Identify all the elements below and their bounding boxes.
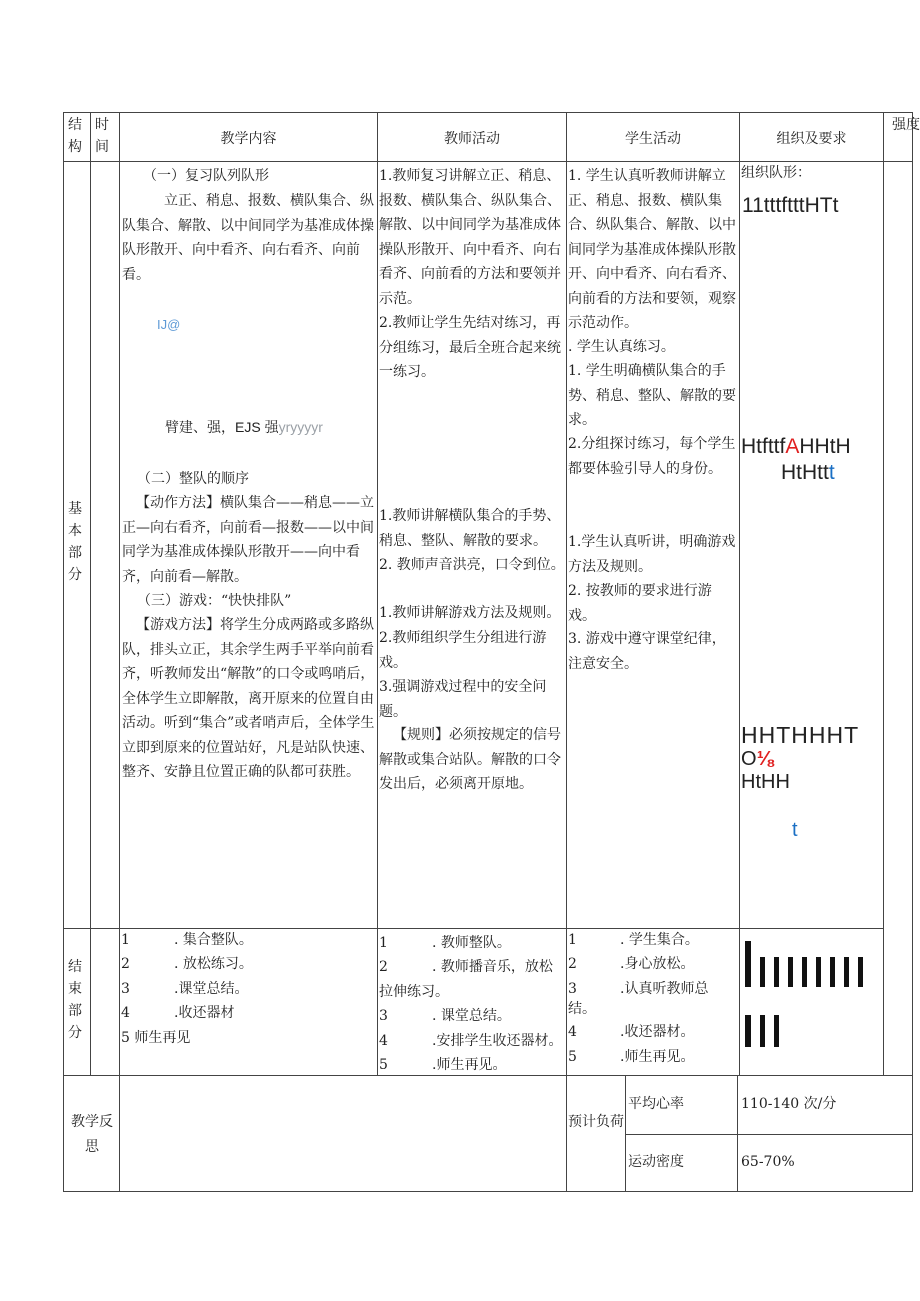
list-item: 5 [568, 1049, 577, 1065]
list-item: .安排学生收还器材。 [432, 1033, 563, 1049]
teacher-item-5: 1.教师讲解游戏方法及规则。 [379, 605, 561, 621]
heart-rate-value: 110-140 次/分 [741, 1096, 837, 1112]
student-item-1: 1. 学生认真听教师讲解立正、稍息、报数、横队集合、纵队集合、解散、以中间同学为基准成体操队形散开、向中看齐、向右看齐、向前看的方法和要领，观察示范动作。 [568, 168, 736, 331]
student-item-6: 2. 按教师的要求进行游戏。 [568, 583, 712, 624]
list-item: 1 [379, 935, 388, 951]
list-item: 3 [379, 1008, 388, 1024]
content-noise-2: 臂建、强，EJS 强yryyyyr [165, 419, 323, 436]
ending-section-label: 结束部分 [68, 959, 82, 1041]
list-item: .师生再见。 [620, 1049, 695, 1065]
teacher-item-7: 3.强调游戏过程中的安全问题。 [379, 679, 547, 720]
list-item: 1 [121, 932, 130, 948]
list-item: . 集合整队。 [174, 932, 253, 948]
student-item-7: 3. 游戏中遵守课堂纪律，注意安全。 [568, 631, 726, 672]
content-s3-text: 【游戏方法】将学生分成两路或多路纵队，排头立正，其余学生两手平举向前看齐，听教师发出“解散”的口令或鸣哨后，全体学生立即解散，离开原来的位置自由活动。听到“集合”或者哨声后，全体学生立即到原来的位置站好，凡是站队快速、整齐、安静且位置正确的队都可获胜。 [122, 617, 375, 780]
teacher-item-3: 1.教师讲解横队集合的手势、稍息、整队、解散的要求。 [379, 508, 561, 549]
list-item: .课堂总结。 [174, 981, 249, 997]
student-item-3: 1. 学生明确横队集合的手势、稍息、整队、解散的要求。 [568, 363, 736, 428]
list-item: 5 师生再见 [121, 1030, 191, 1046]
list-item: .收还器材。 [620, 1024, 695, 1040]
list-item: . 放松练习。 [174, 956, 253, 972]
basic-section-label: 基本部分 [68, 501, 82, 583]
formation-diagram-1: 11tttftttHTt [742, 194, 839, 217]
header-org: 组织及要求 [776, 131, 847, 147]
header-student: 学生活动 [625, 131, 681, 147]
list-item: 结。 [568, 1001, 596, 1017]
density-label: 运动密度 [628, 1154, 684, 1170]
list-item: 2 [568, 956, 577, 972]
teacher-item-1: 1.教师复习讲解立正、稍息、报数、横队集合、纵队集合、解散、以中间同学为基准成体操队形散开、向中看齐、向右看齐、向前看的方法和要领并示范。 [379, 168, 561, 307]
content-s2-text: 【动作方法】横队集合——稍息——立正—向右看齐，向前看—报数——以中间同学为基准成体操队形散开——向中看齐，向前看—解散。 [122, 495, 374, 585]
list-item: 2 [379, 959, 388, 975]
teacher-item-4: 2. 教师声音洪亮，口令到位。 [379, 557, 565, 573]
list-item: .师生再见。 [432, 1057, 507, 1073]
list-item: 3 [121, 981, 130, 997]
formation-diagram-2: HtfttfAHHtH [741, 435, 851, 458]
formation-diagram-7: t [792, 819, 798, 841]
list-item: 4 [121, 1005, 130, 1021]
list-item: 2 [121, 956, 130, 972]
formation-diagram-5: O⅛ [741, 748, 774, 770]
list-item: .身心放松。 [620, 956, 695, 972]
list-item: . 教师整队。 [432, 935, 511, 951]
list-item: 5 [379, 1057, 388, 1073]
list-item: .认真听教师总 [620, 981, 709, 997]
list-item: . 学生集合。 [620, 932, 699, 948]
content-s3-title: （三）游戏：“快快排队” [137, 593, 292, 609]
teacher-item-6: 2.教师组织学生分组进行游戏。 [379, 630, 547, 671]
list-item: . 教师播音乐，放松 [432, 959, 553, 975]
load-label: 预计负荷 [568, 1114, 624, 1130]
list-item: . 课堂总结。 [432, 1008, 511, 1024]
density-value: 65-70% [741, 1154, 795, 1170]
student-item-5: 1.学生认真听讲，明确游戏方法及规则。 [568, 534, 736, 575]
reflection-label: 教学反思 [71, 1114, 113, 1155]
list-item: 3 [568, 981, 577, 997]
header-structure: 结构 [68, 117, 82, 155]
list-item: 4 [379, 1033, 388, 1049]
heart-rate-label: 平均心率 [628, 1096, 684, 1112]
header-content: 教学内容 [220, 131, 277, 147]
org-label: 组织队形： [741, 165, 811, 181]
list-item: 拉伸练习。 [379, 984, 449, 1000]
content-noise-1: IJ@ [157, 317, 181, 332]
content-s1-text: 立正、稍息、报数、横队集合、纵队集合、解散、以中间同学为基准成体操队形散开、向中看齐、向右看齐、向前看。 [122, 193, 374, 283]
formation-diagram-3: HtHttt [781, 461, 835, 484]
student-item-4: 2.分组探讨练习，每个学生都要体验引导人的身份。 [568, 436, 736, 477]
formation-diagram-4: HHTHHHT [741, 722, 860, 748]
header-intensity: 强度 [892, 117, 920, 133]
teacher-item-8: 【规则】必须按规定的信号解散或集合站队。解散的口令发出后，必须离开原地。 [379, 727, 561, 792]
header-teacher: 教师活动 [444, 131, 500, 147]
teacher-item-2: 2.教师让学生先结对练习，再分组练习，最后全班合起来统一练习。 [379, 315, 561, 380]
content-s1-title: （一）复习队列队形 [143, 168, 269, 184]
list-item: .收还器材 [174, 1005, 235, 1021]
list-item: 4 [568, 1024, 577, 1040]
list-item: 1 [568, 932, 577, 948]
content-s2-title: （二）整队的顺序 [137, 471, 249, 487]
formation-diagram-6: HtHH [741, 771, 790, 793]
student-item-2: . 学生认真练习。 [568, 339, 675, 355]
header-time: 时间 [95, 117, 109, 155]
